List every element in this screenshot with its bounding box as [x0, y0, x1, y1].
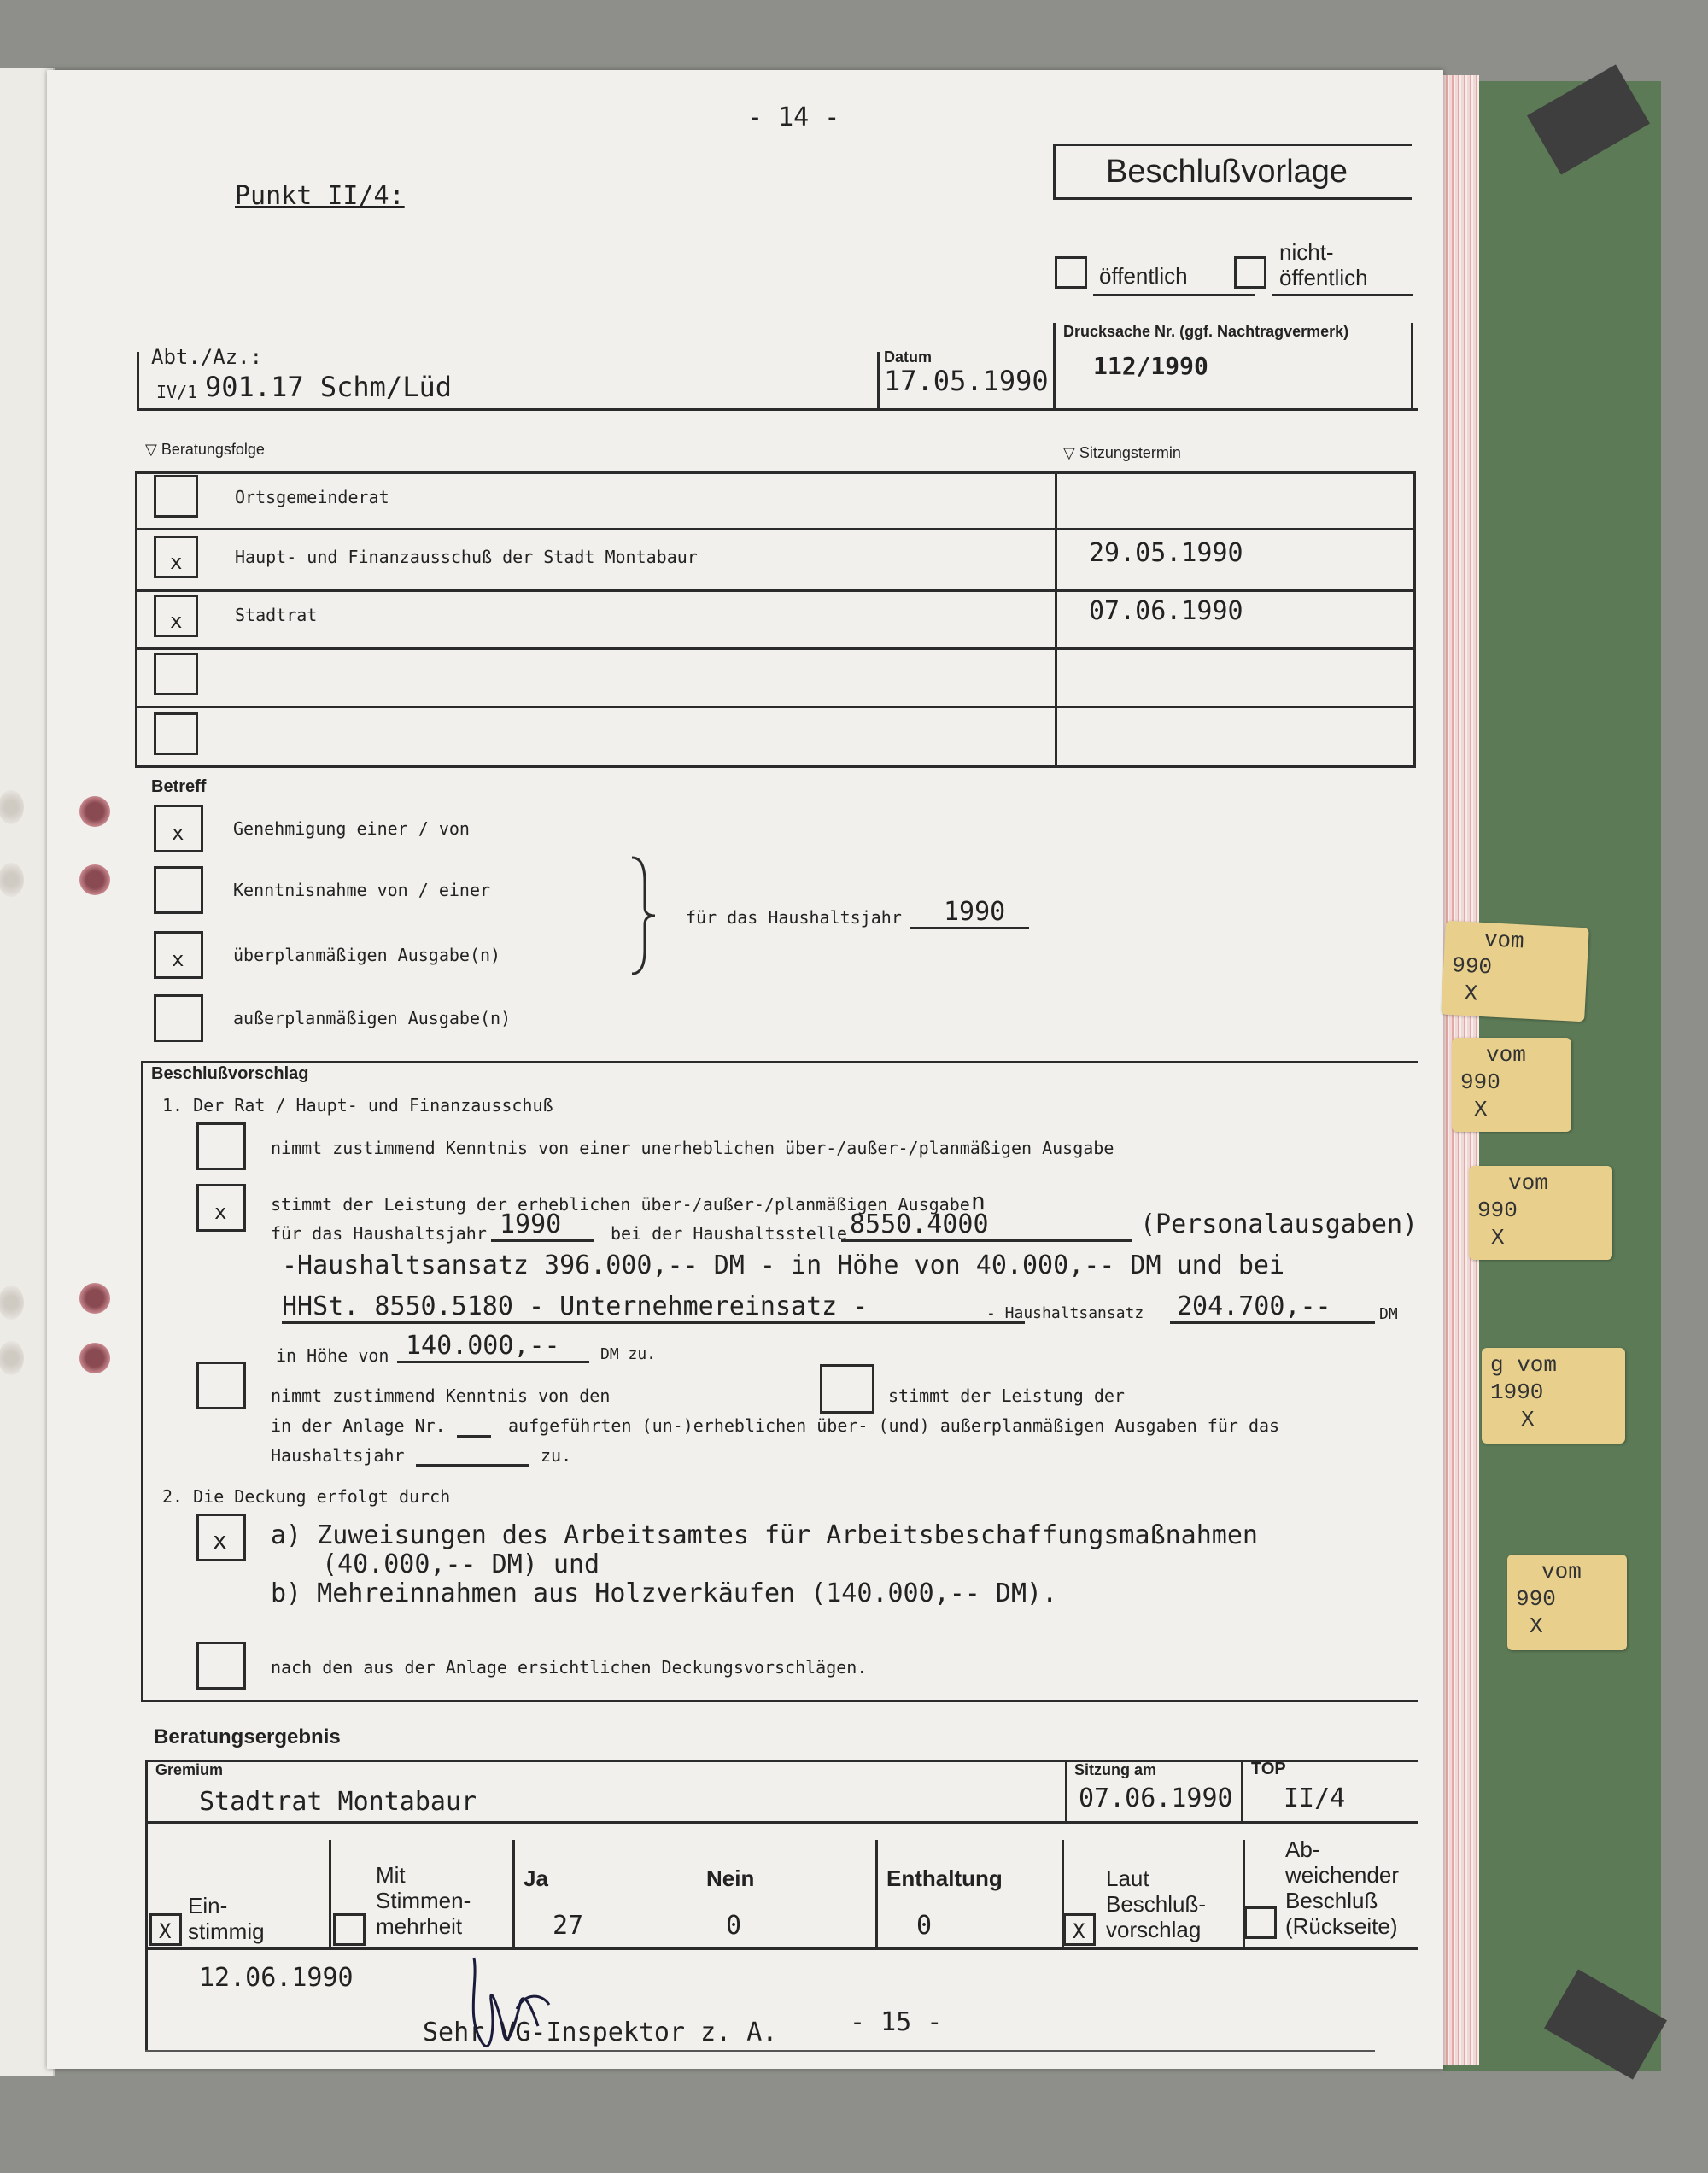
- ergebnis-date: 12.06.1990: [199, 1963, 354, 1993]
- option-2-zu: DM zu.: [600, 1345, 657, 1363]
- beratungsfolge-name: Haupt- und Finanzausschuß der Stadt Montabaur: [235, 547, 698, 567]
- haushaltsjahr-label: für das Haushaltsjahr: [686, 907, 902, 928]
- option-2-hoehe-label: in Höhe von: [276, 1345, 389, 1366]
- brace-icon: [628, 856, 662, 975]
- sticky-tab[interactable]: vom 990 X: [1507, 1555, 1627, 1650]
- oeffentlich-label: öffentlich: [1099, 263, 1188, 289]
- sticky-tab[interactable]: g vom 1990 X: [1482, 1348, 1625, 1444]
- beratungsfolge-checkbox[interactable]: x: [154, 536, 198, 578]
- page-number-top: - 14 -: [747, 102, 840, 132]
- option-checkbox[interactable]: [196, 1122, 246, 1170]
- top-label: TOP: [1251, 1760, 1286, 1778]
- beratungsfolge-name: Stadtrat: [235, 605, 318, 625]
- mehrheit-label-2: Stimmen-: [376, 1888, 471, 1913]
- betreff-checkbox[interactable]: [154, 866, 203, 914]
- abweichend-label-2: weichender: [1285, 1862, 1399, 1888]
- punkt-label: Punkt II/4:: [235, 181, 405, 211]
- option-3a-text: nimmt zustimmend Kenntnis von den: [271, 1385, 611, 1406]
- enthaltung-value: 0: [916, 1911, 933, 1941]
- punch-hole: [79, 864, 110, 895]
- beratungsfolge-checkbox[interactable]: [154, 712, 198, 755]
- beratungsfolge-label: ▽ Beratungsfolge: [145, 441, 265, 458]
- option-3-line2b: aufgeführten (un-)erheblichen über- (und) außerplanmäßigen Ausgaben für das: [508, 1415, 1280, 1436]
- option-1-text: nimmt zustimmend Kenntnis von einer unerheblichen über-/außer-/planmäßigen Ausgabe: [271, 1138, 1114, 1158]
- einstimmig-checkbox[interactable]: X: [149, 1913, 182, 1946]
- option-3b-text: stimmt der Leistung der: [888, 1385, 1125, 1406]
- abt-value: 901.17 Schm/Lüd: [205, 371, 452, 403]
- option-checkbox[interactable]: x: [196, 1184, 246, 1232]
- punch-hole: [79, 1283, 110, 1314]
- deckung-alt-checkbox[interactable]: [196, 1642, 246, 1690]
- ja-value: 27: [553, 1911, 584, 1941]
- sticky-tab[interactable]: vom 990 X: [1441, 921, 1589, 1022]
- beratungsfolge-name: Ortsgemeinderat: [235, 487, 389, 507]
- mehrheit-label-3: mehrheit: [376, 1913, 463, 1939]
- oeffentlich-checkbox[interactable]: [1055, 256, 1087, 289]
- betreff-item: überplanmäßigen Ausgabe(n): [233, 945, 501, 965]
- option-2-line3: -Haushaltsansatz 396.000,-- DM - in Höhe von 40.000,-- DM und bei: [282, 1250, 1284, 1280]
- nicht-oeffentlich-checkbox[interactable]: [1234, 256, 1266, 289]
- beschlussvorschlag-label: Beschlußvorschlag: [151, 1064, 309, 1083]
- option-2-line2a: für das Haushaltsjahr: [271, 1223, 487, 1244]
- ergebnis-label: Beratungsergebnis: [154, 1725, 341, 1748]
- einstimmig-label-1: Ein-: [188, 1893, 228, 1918]
- abweichend-checkbox[interactable]: [1244, 1906, 1277, 1939]
- einstimmig-label-2: stimmig: [188, 1918, 265, 1944]
- nicht-oeffentlich-label-2: öffentlich: [1279, 265, 1368, 290]
- betreff-checkbox[interactable]: x: [154, 805, 203, 852]
- p1-label: 1. Der Rat / Haupt- und Finanzausschuß: [162, 1095, 553, 1116]
- betreff-item: Kenntnisnahme von / einer: [233, 880, 491, 900]
- nicht-oeffentlich-label-1: nicht-: [1279, 239, 1334, 265]
- laut-beschluss-checkbox[interactable]: X: [1063, 1913, 1096, 1946]
- betreff-item: Genehmigung einer / von: [233, 818, 470, 839]
- option-2-hhst: 8550.4000: [841, 1210, 1132, 1242]
- deckung-alt-text: nach den aus der Anlage ersichtlichen Deckungsvorschlägen.: [271, 1657, 868, 1678]
- ja-label: Ja: [524, 1866, 548, 1891]
- haushaltsjahr-value: 1990: [910, 897, 1029, 929]
- option-2-hoehe: 140.000,--: [397, 1331, 589, 1363]
- sticky-tab[interactable]: vom 990 X: [1452, 1038, 1571, 1132]
- beschlussvorlage-title: Beschlußvorlage: [1106, 154, 1348, 190]
- option-2-ansatz-label: - Haushaltsansatz: [986, 1304, 1144, 1322]
- datum-value: 17.05.1990: [884, 365, 1049, 397]
- punch-hole: [79, 1343, 110, 1374]
- p2-label: 2. Die Deckung erfolgt durch: [162, 1486, 451, 1507]
- beratungsfolge-checkbox[interactable]: [154, 475, 198, 518]
- deckung-b: b) Mehreinnahmen aus Holzverkäufen (140.000,-- DM).: [271, 1578, 1058, 1608]
- deckung-checkbox[interactable]: x: [196, 1514, 246, 1561]
- option-2-line1: stimmt der Leistung der erheblichen über-/außer-/planmäßigen Ausgabe: [271, 1194, 970, 1215]
- sitzungstermin-value: 29.05.1990: [1089, 538, 1243, 568]
- deckung-a-line2: (40.000,-- DM) und: [322, 1549, 600, 1579]
- beratungsfolge-checkbox[interactable]: [154, 653, 198, 695]
- option-2-line4: HHSt. 8550.5180 - Unternehmereinsatz -: [282, 1292, 1025, 1324]
- laut-label-3: vorschlag: [1106, 1917, 1202, 1942]
- betreff-item: außerplanmäßigen Ausgabe(n): [233, 1008, 512, 1028]
- option-checkbox[interactable]: [196, 1362, 246, 1409]
- drucksache-label: Drucksache Nr. (ggf. Nachtragvermerk): [1063, 323, 1349, 340]
- option-2-dm: DM: [1379, 1305, 1398, 1323]
- betreff-checkbox[interactable]: [154, 994, 203, 1042]
- option-2-n: n: [971, 1187, 986, 1215]
- option-2-year: 1990: [491, 1210, 594, 1242]
- nein-value: 0: [726, 1911, 742, 1941]
- mehrheit-checkbox[interactable]: [333, 1913, 366, 1946]
- option-2-line2b: bei der Haushaltsstelle: [611, 1223, 847, 1244]
- betreff-checkbox[interactable]: x: [154, 931, 203, 979]
- abweichend-label-3: Beschluß: [1285, 1888, 1378, 1913]
- abweichend-label-1: Ab-: [1285, 1836, 1320, 1862]
- option-2-ansatz: 204.700,--: [1170, 1292, 1375, 1324]
- option-3-line3a: Haushaltsjahr: [271, 1445, 405, 1466]
- document-page: [47, 70, 1443, 2069]
- option-checkbox[interactable]: [820, 1364, 874, 1414]
- sitzung-value: 07.06.1990: [1079, 1784, 1233, 1813]
- mehrheit-label-1: Mit: [376, 1862, 406, 1888]
- top-value: II/4: [1284, 1784, 1346, 1813]
- page-number-bottom: - 15 -: [850, 2007, 943, 2037]
- laut-label-1: Laut: [1106, 1866, 1149, 1891]
- sitzung-label: Sitzung am: [1074, 1761, 1157, 1778]
- deckung-a-line1: a) Zuweisungen des Arbeitsamtes für Arbeitsbeschaffungsmaßnahmen: [271, 1520, 1258, 1550]
- datum-label: Datum: [884, 348, 933, 366]
- abt-prefix: IV/1: [156, 382, 198, 402]
- betreff-label: Betreff: [151, 777, 207, 796]
- drucksache-value: 112/1990: [1093, 352, 1208, 380]
- option-3-line3b: zu.: [541, 1445, 572, 1466]
- abt-label: Abt./Az.:: [151, 345, 263, 369]
- signature-text: Sehr VG-Inspektor z. A.: [423, 2018, 778, 2047]
- option-2-paren: (Personalausgaben): [1140, 1210, 1418, 1239]
- sitzungstermin-label: ▽ Sitzungstermin: [1063, 444, 1181, 461]
- sticky-tab[interactable]: vom 990 X: [1469, 1166, 1612, 1260]
- nein-label: Nein: [706, 1866, 755, 1891]
- beratungsfolge-checkbox[interactable]: x: [154, 594, 198, 637]
- gremium-value: Stadtrat Montabaur: [199, 1787, 477, 1817]
- option-3-line2a: in der Anlage Nr.: [271, 1415, 446, 1436]
- sitzungstermin-value: 07.06.1990: [1089, 596, 1243, 626]
- abweichend-label-4: (Rückseite): [1285, 1913, 1398, 1939]
- gremium-label: Gremium: [155, 1761, 224, 1778]
- enthaltung-label: Enthaltung: [886, 1866, 1003, 1891]
- punch-hole: [79, 796, 110, 827]
- laut-label-2: Beschluß-: [1106, 1891, 1207, 1917]
- signature-icon: [457, 1932, 611, 2069]
